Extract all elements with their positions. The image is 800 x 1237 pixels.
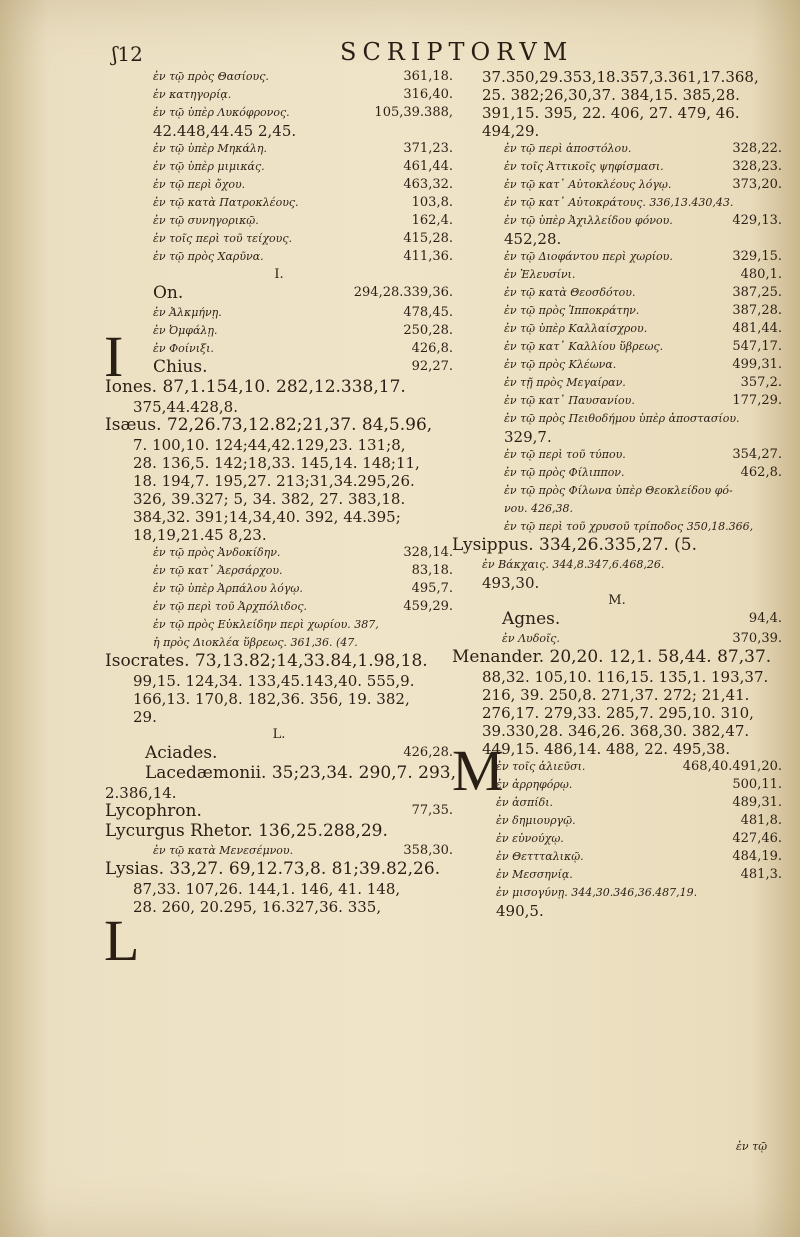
index-entry bbox=[105, 398, 453, 416]
entry-text: 39.330,28. 346,26. 368,30. 382,47. bbox=[482, 722, 750, 740]
entry-text: 276,17. 279,33. 285,7. 295,10. 310, bbox=[482, 704, 754, 722]
index-entry bbox=[452, 68, 782, 86]
entry-text: 494,29. bbox=[482, 122, 540, 140]
entry-text: 493,30. bbox=[482, 574, 540, 592]
entry-reference: 354,27. bbox=[732, 447, 782, 462]
index-entry bbox=[105, 580, 453, 598]
index-entry bbox=[105, 490, 453, 508]
index-entry bbox=[452, 284, 782, 302]
entry-text: ἐν τῷ ὑπὲρ μιμικάς. bbox=[153, 160, 265, 173]
entry-text: Isæus. 72,26.73,12.82;21,37. 84,5.96, bbox=[105, 415, 433, 435]
entry-text: ἐν Ὀμφάλῃ. bbox=[153, 324, 218, 337]
entry-text: ἐν τῷ κατ᾽ Παυσανίου. bbox=[504, 394, 635, 407]
entry-text: ἡ πρὸς Διοκλέα ὕβρεως. 361,36. (47. bbox=[153, 636, 358, 649]
entry-text: ἐν Ἐλευσίνι. bbox=[504, 268, 576, 281]
entry-reference: 411,36. bbox=[403, 249, 453, 264]
entry-reference: 105,39.388, bbox=[374, 105, 453, 120]
index-entry bbox=[105, 598, 453, 616]
index-entry bbox=[105, 454, 453, 472]
index-entry bbox=[105, 763, 457, 784]
entry-reference: 468,40.491,20. bbox=[682, 759, 782, 774]
entry-text: 329,7. bbox=[504, 428, 552, 446]
index-entry bbox=[452, 610, 782, 630]
index-entry bbox=[452, 482, 782, 500]
entry-text: ἐν τῷ πρὸς Ἱπποκράτην. bbox=[504, 304, 640, 317]
index-entry bbox=[105, 708, 453, 726]
entry-text: Lysippus. 334,26.335,27. (5. bbox=[452, 535, 698, 555]
entry-text: ἐν εὐνούχῳ. bbox=[496, 832, 564, 845]
entry-text: ἐν τῇ πρὸς Μεγαίραν. bbox=[504, 376, 626, 389]
index-entry bbox=[105, 526, 453, 544]
entry-text: 18,19,21.45 8,23. bbox=[133, 526, 267, 544]
index-entry bbox=[105, 672, 453, 690]
entry-reference: 94,4. bbox=[748, 611, 782, 626]
index-entry bbox=[105, 176, 453, 194]
index-entry bbox=[452, 356, 782, 374]
entry-reference: 500,11. bbox=[732, 777, 782, 792]
entry-text: 384,32. 391;14,34,40. 392, 44.395; bbox=[133, 508, 401, 526]
entry-text: ἐν τῷ ὑπὲρ Ἀχιλλείδου φόνου. bbox=[504, 214, 673, 227]
index-entry bbox=[452, 848, 782, 866]
entry-text: ἐν τοῖς περὶ τοῦ τείχους. bbox=[153, 232, 292, 245]
entry-text: ἐν δημιουργῷ. bbox=[496, 814, 576, 827]
index-entry bbox=[452, 902, 782, 920]
entry-reference: 547,17. bbox=[732, 339, 782, 354]
entry-text: 449,15. 486,14. 488, 22. 495,38. bbox=[482, 740, 731, 758]
entry-reference: 426,8. bbox=[411, 341, 453, 356]
index-entry bbox=[452, 556, 782, 574]
entry-reference: 499,31. bbox=[732, 357, 782, 372]
entry-text: 391,15. 395, 22. 406, 27. 479, 46. bbox=[482, 104, 740, 122]
entry-reference: 481,3. bbox=[740, 867, 782, 882]
entry-text: 88,32. 105,10. 116,15. 135,1. 193,37. bbox=[482, 668, 769, 686]
index-entry bbox=[452, 392, 782, 410]
entry-text: 28. 136,5. 142;18,33. 145,14. 148;11, bbox=[133, 454, 420, 472]
index-entry bbox=[452, 104, 782, 122]
entry-text: ἐν τῷ ὑπὲρ Καλλαίσχρου. bbox=[504, 322, 648, 335]
entry-text: 166,13. 170,8. 182,36. 356, 19. 382, bbox=[133, 690, 410, 708]
index-entry bbox=[105, 140, 453, 158]
entry-reference: 294,28.339,36. bbox=[353, 285, 453, 300]
entry-text: ἐν τῷ κατὰ Θεοσδότου. bbox=[504, 286, 636, 299]
index-entry bbox=[105, 230, 453, 248]
index-entry bbox=[452, 230, 782, 248]
entry-reference: 328,22. bbox=[732, 141, 782, 156]
entry-reference: 387,25. bbox=[732, 285, 782, 300]
entry-text: 216, 39. 250,8. 271,37. 272; 21,41. bbox=[482, 686, 750, 704]
entry-text: ἐν τοῖς ἁλιεῦσι. bbox=[496, 760, 586, 773]
entry-text: ἐν τῷ ὑπὲρ Λυκόφρονος. bbox=[153, 106, 290, 119]
entry-text: ἐν τῷ περὶ ὄχου. bbox=[153, 178, 246, 191]
index-entry bbox=[452, 194, 782, 212]
index-entry bbox=[452, 446, 782, 464]
index-entry bbox=[105, 212, 453, 230]
entry-text: ἐν Φοίνιξι. bbox=[153, 342, 214, 355]
entry-reference: 92,27. bbox=[411, 359, 453, 374]
entry-reference: 370,39. bbox=[732, 631, 782, 646]
index-entry bbox=[105, 68, 453, 86]
index-entry bbox=[452, 884, 782, 902]
index-entry bbox=[452, 668, 782, 686]
entry-text: Lysias. 33,27. 69,12.73,8. 81;39.82,26. bbox=[105, 859, 441, 879]
entry-text: ἐν τῷ Διοφάντου περὶ χωρίου. bbox=[504, 250, 673, 263]
index-entry bbox=[452, 592, 782, 610]
entry-reference: 316,40. bbox=[403, 87, 453, 102]
entry-text: Chius. bbox=[153, 357, 208, 377]
entry-reference: 358,30. bbox=[403, 843, 453, 858]
index-entry bbox=[452, 574, 782, 592]
index-entry bbox=[105, 158, 453, 176]
index-entry bbox=[452, 158, 782, 176]
index-entry bbox=[105, 472, 453, 490]
entry-text: 37.350,29.353,18.357,3.361,17.368, bbox=[482, 68, 759, 86]
index-entry bbox=[105, 544, 453, 562]
index-entry bbox=[105, 436, 453, 454]
index-entry bbox=[452, 648, 782, 668]
entry-text: Lycophron. bbox=[105, 801, 202, 821]
index-entry bbox=[105, 248, 453, 266]
dropcap-L: L bbox=[104, 908, 140, 973]
index-entry bbox=[452, 338, 782, 356]
entry-reference: 495,7. bbox=[411, 581, 453, 596]
entry-text: 7. 100,10. 124;44,42.129,23. 131;8, bbox=[133, 436, 406, 454]
entry-reference: 481,44. bbox=[732, 321, 782, 336]
index-entry bbox=[452, 518, 782, 536]
entry-text: ἐν Ἀλκμήνῃ. bbox=[153, 306, 222, 319]
entry-reference: 459,29. bbox=[403, 599, 453, 614]
entry-text: 29. bbox=[133, 708, 157, 726]
entry-text: ἐν τοῖς Ἀττικοῖς ψηφίσμασι. bbox=[504, 160, 664, 173]
entry-text: ἐν Μεσσηνίᾳ. bbox=[496, 868, 573, 881]
entry-text: ἐν τῷ κατὰ Πατροκλέους. bbox=[153, 196, 299, 209]
entry-text: ἐν τῷ πρὸς Κλέωνα. bbox=[504, 358, 617, 371]
entry-text: Iones. 87,1.154,10. 282,12.338,17. bbox=[105, 377, 406, 397]
index-entry bbox=[452, 812, 782, 830]
dropcap-I: I bbox=[104, 324, 124, 389]
entry-text: ἐν τῷ πρὸς Εὐκλείδην περὶ χωρίου. 387, bbox=[153, 618, 379, 631]
index-entry bbox=[105, 802, 453, 822]
entry-reference: 357,2. bbox=[740, 375, 782, 390]
index-entry bbox=[452, 212, 782, 230]
catchword: ἐν τῷ bbox=[736, 1140, 768, 1153]
entry-reference: 427,46. bbox=[732, 831, 782, 846]
entry-text: ἐν τῷ πρὸς Χαρῦνα. bbox=[153, 250, 264, 263]
index-entry bbox=[105, 898, 453, 916]
index-entry bbox=[105, 726, 453, 744]
entry-reference: 429,13. bbox=[732, 213, 782, 228]
index-entry bbox=[105, 284, 453, 304]
entry-text: 2.386,14. bbox=[105, 784, 177, 802]
index-entry bbox=[105, 842, 453, 860]
entry-reference: 373,20. bbox=[732, 177, 782, 192]
index-entry bbox=[105, 86, 453, 104]
entry-text: Lycurgus Rhetor. 136,25.288,29. bbox=[105, 821, 388, 841]
entry-reference: 426,28. bbox=[403, 745, 453, 760]
index-entry bbox=[452, 374, 782, 392]
index-entry bbox=[452, 686, 782, 704]
index-entry bbox=[452, 266, 782, 284]
index-entry bbox=[105, 378, 453, 398]
index-entry bbox=[105, 266, 453, 284]
entry-text: Menander. 20,20. 12,1. 58,44. 87,37. bbox=[452, 647, 772, 667]
entry-text: 490,5. bbox=[496, 902, 544, 920]
entry-text: Aciades. bbox=[145, 743, 218, 763]
index-entry bbox=[105, 322, 453, 340]
entry-text: 375,44.428,8. bbox=[133, 398, 238, 416]
index-entry bbox=[105, 358, 453, 378]
entry-text: ἐν κατηγορίᾳ. bbox=[153, 88, 232, 101]
index-entry bbox=[105, 860, 453, 880]
left-column bbox=[105, 68, 457, 916]
entry-text: Agnes. bbox=[502, 609, 561, 629]
index-entry bbox=[105, 104, 453, 122]
index-entry bbox=[105, 652, 453, 672]
entry-text: νου. 426,38. bbox=[504, 502, 573, 515]
entry-reference: 83,18. bbox=[411, 563, 453, 578]
entry-reference: 463,32. bbox=[403, 177, 453, 192]
index-entry bbox=[452, 630, 782, 648]
entry-text: 25. 382;26,30,37. 384,15. 385,28. bbox=[482, 86, 740, 104]
index-entry bbox=[105, 304, 453, 322]
entry-reference: 103,8. bbox=[411, 195, 453, 210]
index-entry bbox=[452, 86, 782, 104]
index-entry bbox=[452, 248, 782, 266]
entry-reference: 415,28. bbox=[403, 231, 453, 246]
entry-text: ἐν τῷ ὑπὲρ Μηκάλη. bbox=[153, 142, 267, 155]
dropcap-M: M bbox=[452, 738, 504, 803]
index-entry bbox=[105, 562, 453, 580]
entry-reference: 462,8. bbox=[740, 465, 782, 480]
entry-reference: 480,1. bbox=[740, 267, 782, 282]
entry-text: ἐν τῷ πρὸς Φίλιππον. bbox=[504, 466, 625, 479]
index-entry bbox=[452, 464, 782, 482]
entry-text: On. bbox=[153, 283, 184, 303]
index-entry bbox=[452, 410, 782, 428]
index-entry bbox=[105, 634, 453, 652]
entry-text: Lacedæmonii. 35;23,34. 290,7. 293, bbox=[145, 763, 457, 783]
index-entry bbox=[105, 340, 453, 358]
entry-text: ἐν τῷ κατ᾽ Αὐτοκράτους. 336,13.430,43. bbox=[504, 196, 734, 209]
index-entry bbox=[452, 320, 782, 338]
entry-text: ἐν τῷ περὶ ἀποστόλου. bbox=[504, 142, 632, 155]
entry-text: ἐν τῷ περὶ τοῦ χρυσοῦ τρίποδος 350,18.366, bbox=[504, 520, 754, 533]
entry-reference: 489,31. bbox=[732, 795, 782, 810]
entry-reference: 484,19. bbox=[732, 849, 782, 864]
entry-reference: 481,8. bbox=[740, 813, 782, 828]
page-header bbox=[0, 38, 800, 66]
entry-reference: 328,23. bbox=[732, 159, 782, 174]
index-entry bbox=[105, 508, 453, 526]
entry-reference: 250,28. bbox=[403, 323, 453, 338]
index-entry bbox=[105, 822, 453, 842]
entry-reference: 329,15. bbox=[732, 249, 782, 264]
section-letter: I. bbox=[274, 267, 284, 282]
entry-text: ἐν τῷ ὑπὲρ Ἀρπάλου λόγῳ. bbox=[153, 582, 303, 595]
entry-text: ἐν τῷ πρὸς Ἀνδοκίδην. bbox=[153, 546, 281, 559]
entry-text: Isocrates. 73,13.82;14,33.84,1.98,18. bbox=[105, 651, 428, 671]
index-entry bbox=[452, 536, 782, 556]
index-entry bbox=[105, 416, 453, 436]
entry-reference: 361,18. bbox=[403, 69, 453, 84]
index-entry bbox=[105, 744, 453, 764]
entry-reference: 328,14. bbox=[403, 545, 453, 560]
entry-text: ἐν Βάκχαις. 344,8.347,6.468,26. bbox=[482, 558, 665, 571]
entry-text: 18. 194,7. 195,27. 213;31,34.295,26. bbox=[133, 472, 415, 490]
entry-text: ἐν τῷ κατ᾽ Καλλίου ὕβρεως. bbox=[504, 340, 664, 353]
entry-text: ἐν τῷ πρὸς Φίλωνα ὑπὲρ Θεοκλείδου φό- bbox=[504, 484, 733, 497]
entry-text: ἐν τῷ συνηγορικῷ. bbox=[153, 214, 259, 227]
entry-reference: 461,44. bbox=[403, 159, 453, 174]
index-entry bbox=[452, 500, 782, 518]
entry-text: ἐν τῷ κατ᾽ Αὐτοκλέους λόγῳ. bbox=[504, 178, 672, 191]
entry-text: ἐν Θεττταλικῷ. bbox=[496, 850, 584, 863]
entry-text: ἐν Λυδοῖς. bbox=[502, 632, 560, 645]
index-entry bbox=[452, 866, 782, 884]
section-letter: M. bbox=[608, 593, 626, 608]
entry-reference: 162,4. bbox=[411, 213, 453, 228]
index-entry bbox=[452, 302, 782, 320]
index-entry bbox=[105, 784, 453, 802]
entry-reference: 371,23. bbox=[403, 141, 453, 156]
index-entry bbox=[452, 830, 782, 848]
entry-reference: 387,28. bbox=[732, 303, 782, 318]
index-entry bbox=[105, 880, 453, 898]
entry-reference: 478,45. bbox=[403, 305, 453, 320]
index-entry bbox=[105, 122, 453, 140]
index-entry bbox=[105, 616, 453, 634]
running-title: SCRIPTORVM bbox=[340, 38, 574, 66]
index-entry bbox=[105, 690, 453, 708]
entry-text: ἐν τῷ κατὰ Μενεσέμνου. bbox=[153, 844, 294, 857]
entry-text: ἐν τῷ κατ᾽ Ἀερσάρχου. bbox=[153, 564, 283, 577]
entry-reference: 77,35. bbox=[411, 803, 453, 818]
entry-text: 326, 39.327; 5, 34. 382, 27. 383,18. bbox=[133, 490, 406, 508]
entry-text: 87,33. 107,26. 144,1. 146, 41. 148, bbox=[133, 880, 401, 898]
entry-reference: 177,29. bbox=[732, 393, 782, 408]
entry-text: 28. 260, 20.295, 16.327,36. 335, bbox=[133, 898, 382, 916]
entry-text: 99,15. 124,34. 133,45.143,40. 555,9. bbox=[133, 672, 415, 690]
entry-text: 452,28. bbox=[504, 230, 562, 248]
index-entry bbox=[452, 428, 782, 446]
entry-text: ἐν τῷ περὶ τοῦ Ἀρχπόλιδος. bbox=[153, 600, 308, 613]
entry-text: ἐν μισογύνῃ. 344,30.346,36.487,19. bbox=[496, 886, 698, 899]
page-number: ʃ12 bbox=[112, 42, 143, 66]
entry-text: ἐν ἀσπίδι. bbox=[496, 796, 553, 809]
entry-text: 42.448,44.45 2,45. bbox=[153, 122, 297, 140]
section-letter: L. bbox=[272, 727, 286, 742]
index-entry bbox=[105, 194, 453, 212]
entry-text: ἐν τῷ πρὸς Θασίους. bbox=[153, 70, 269, 83]
entry-text: ἐν τῷ περὶ τοῦ τύπου. bbox=[504, 448, 626, 461]
entry-text: ἐν ἀρρηφόρῳ. bbox=[496, 778, 573, 791]
index-entry bbox=[452, 122, 782, 140]
entry-text: ἐν τῷ πρὸς Πειθοδήμου ὑπὲρ ἀποστασίου. bbox=[504, 412, 740, 425]
index-entry bbox=[452, 140, 782, 158]
index-entry bbox=[452, 704, 782, 722]
index-entry bbox=[452, 176, 782, 194]
